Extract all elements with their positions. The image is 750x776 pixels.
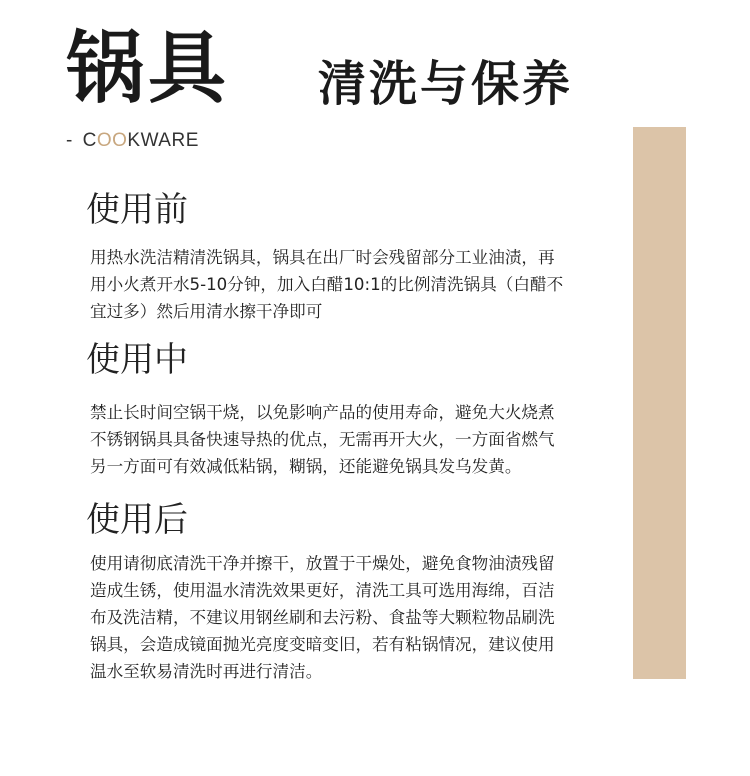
brand-dash: - bbox=[66, 130, 79, 151]
section-title-after-use: 使用后 bbox=[86, 500, 188, 540]
section-text-during-use: 禁止长时间空锅干烧，以免影响产品的使用寿命，避免大火烧煮 不锈钢锅具具备快速导热的优点，无需再开大火，一方面省燃气 另一方面可有效减低粘锅，糊锅，还能避免锅具发乌发黄。 bbox=[90, 403, 555, 476]
section-title-before-use: 使用前 bbox=[86, 190, 188, 230]
brand-letters-rest: KWARE bbox=[127, 130, 199, 151]
section-title-during-use: 使用中 bbox=[86, 340, 188, 380]
section-text-after-use: 使用请彻底清洗干净并擦干，放置于干燥处，避免食物油渍残留 造成生锈，使用温水清洗效果更好，清洗工具可选用海绵，百洁 布及洗洁精，不建议用钢丝刷和去污粉、食盐等大颗粒物品刷洗 锅具，会造成镜面抛光亮度变暗变旧，若有粘锅情况，建议使用 温水至软易清洗时再进行清洁。 bbox=[90, 554, 555, 681]
section-text-before-use: 用热水洗洁精清洗锅具，锅具在出厂时会残留部分工业油渍，再 用小火煮开水5-10分钟，加入白醋10:1的比例清洗锅具（白醋不 宜过多）然后用清水擦干净即可 bbox=[90, 248, 564, 321]
brand-label bbox=[66, 130, 199, 152]
brand-letters-oo: OO bbox=[96, 130, 128, 151]
page-title: 锅具 bbox=[66, 23, 231, 114]
page-subtitle: 清洗与保养 bbox=[318, 56, 574, 112]
brand-letter-c: C bbox=[82, 130, 97, 151]
